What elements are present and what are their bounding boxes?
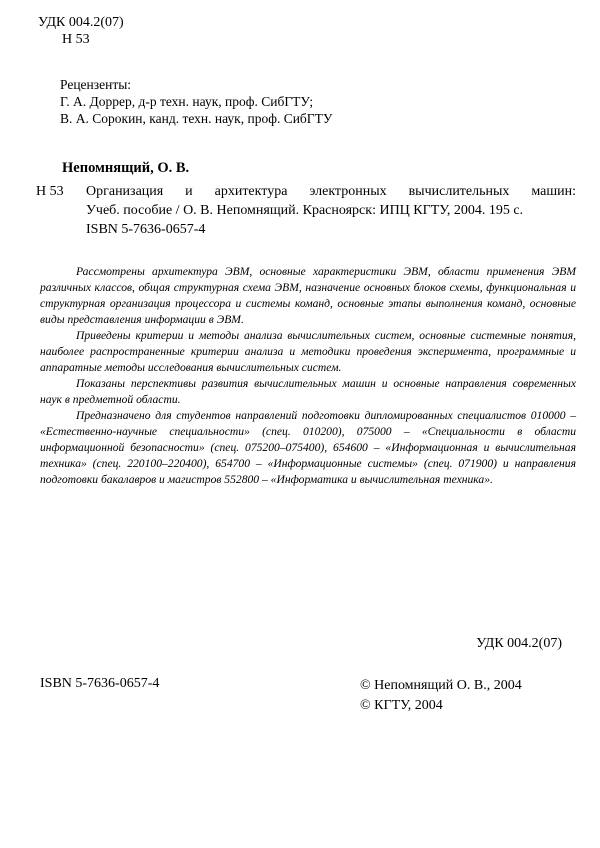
udk-footer: УДК 004.2(07) — [476, 636, 562, 651]
book-author: Непомнящий, О. В. — [62, 160, 190, 176]
annotation-paragraph: Предназначено для студентов направлений подготовки дипломированных специалистов 010000 – «Естественно-научные специальности» (спец. 010200), 075000 – «Специальности в области информационной безопасности» (спец. 075200–075400), 654600 – «Информационная и вычислительная техника» (спец. 220100–220400), 654700 – «Информационные системы» (спец. 071900) и направления подготовки бакалавров и магистров 552800 – «Информатика и вычислительная техника». — [40, 409, 576, 486]
bibliographic-description — [86, 182, 576, 239]
annotation-paragraph: Рассмотрены архитектура ЭВМ, основные характеристики ЭВМ, области применения ЭВМ различных классов, общая структурная схема ЭВМ, назначение основных блоков схемы, функциональная и структурная организация процессора и системы команд, основные этапы выполнения команд, основные виды представления информации в ЭВМ. — [40, 265, 576, 326]
reviewers-label: Рецензенты: — [60, 77, 132, 92]
copyright-block — [360, 676, 522, 716]
copyright-author: © Непомнящий О. В., 2004 — [360, 678, 522, 693]
annotation-paragraph: Показаны перспективы развития вычислительных машин и основные направления современных наук в предметной области. — [40, 377, 576, 406]
book-publication-line: Учеб. пособие / О. В. Непомнящий. Красноярск: ИПЦ КГТУ, 2004. 195 с. — [86, 203, 524, 218]
reviewer-2: В. А. Сорокин, канд. техн. наук, проф. СибГТУ — [60, 111, 333, 126]
annotation-paragraph: Приведены критерии и методы анализа вычислительных систем, основные системные понятия, наиболее распространенные критерии анализа и методики проведения эксперимента, программные и аппаратные методы исследования вычислительных систем. — [40, 329, 576, 374]
author-code: Н 53 — [62, 32, 90, 47]
annotation — [40, 264, 576, 488]
book-isbn: ISBN 5-7636-0657-4 — [86, 222, 206, 237]
isbn-footer: ISBN 5-7636-0657-4 — [40, 676, 160, 691]
udk-code: УДК 004.2(07) — [38, 15, 124, 30]
book-title-line: Организация и архитектура электронных вычислительных машин: — [86, 184, 576, 199]
udk-header — [38, 14, 124, 48]
reviewer-1: Г. А. Доррер, д-р техн. наук, проф. СибГТУ; — [60, 94, 314, 109]
bibliographic-code: Н 53 — [36, 184, 64, 199]
copyright-org: © КГТУ, 2004 — [360, 698, 443, 713]
reviewers-block — [60, 76, 332, 127]
